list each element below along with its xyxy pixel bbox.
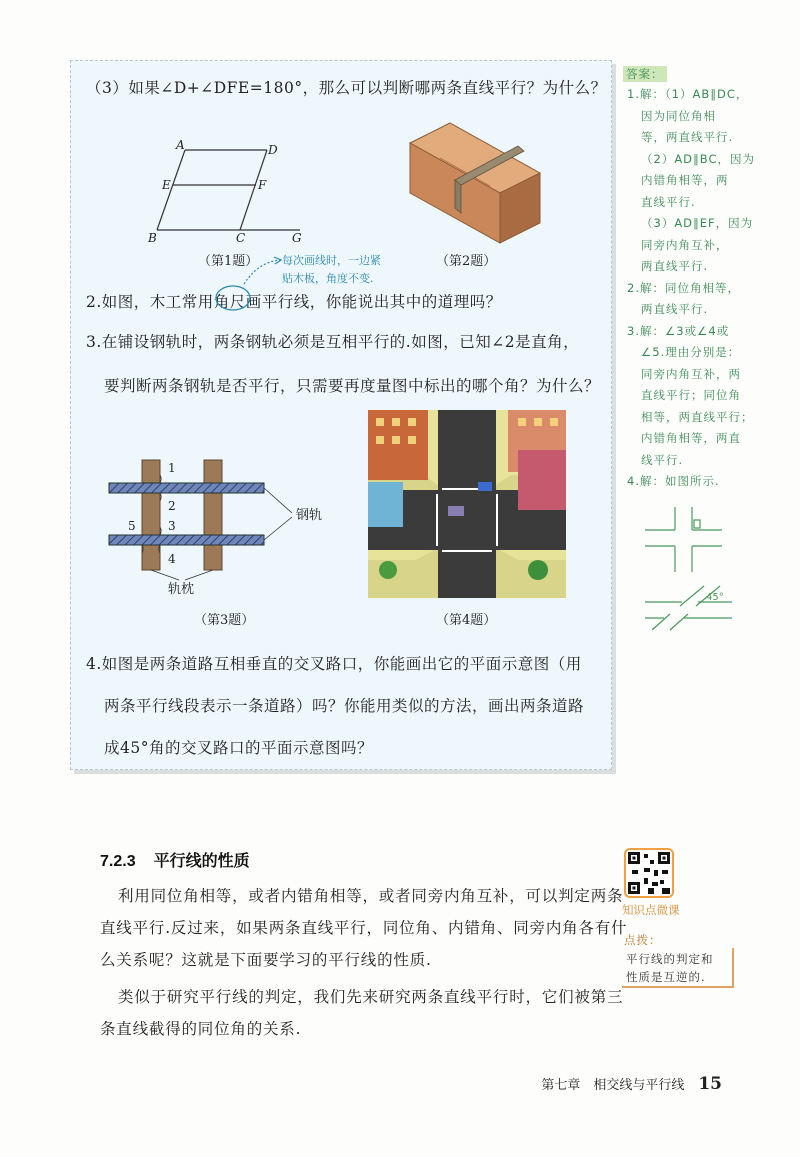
answer-line: 直线平行；同位角 <box>641 388 741 402</box>
answer-line: 同旁内角互补，两 <box>641 366 741 381</box>
qr-code-icon[interactable] <box>624 848 674 898</box>
qr-label: 知识点微课 <box>622 903 680 917</box>
answer-line: 两直线平行. <box>641 302 709 316</box>
figure-3-caption: （第3题） <box>194 613 255 628</box>
question-3-line-2: 要判断两条钢轨是否平行，只需要再度量图中标出的哪个角？为什么？ <box>104 377 601 395</box>
angle-label-3: 3 <box>168 519 176 533</box>
answer-line: 同旁内角互补， <box>641 237 729 252</box>
page-number: 15 <box>698 1074 722 1094</box>
answer-line: 因为同位角相 <box>641 108 716 123</box>
question-2: 2.如图，木工常用角尺画平行线，你能说出其中的道理吗？ <box>86 293 502 311</box>
answer-line: 内错角相等，两 <box>641 173 729 187</box>
paragraph-2-line-1: 类似于研究平行线的判定，我们先来研究两条直线平行时，它们被第三 <box>118 988 624 1006</box>
paragraph-2-line-2: 条直线截得的同位角的关系. <box>100 1020 302 1038</box>
chapter-label: 第七章 相交线与平行线 <box>541 1078 685 1093</box>
question-4-line-3: 成45°角的交叉路口的平面示意图吗？ <box>104 739 373 757</box>
answer-line: 两直线平行. <box>641 259 709 273</box>
highlight-circle <box>214 284 252 312</box>
question-4-line-2: 两条平行线段表示一条道路）吗？你能用类似的方法，画出两条道路 <box>104 697 585 715</box>
answer-line: 等，两直线平行. <box>641 130 734 144</box>
question-4-line-1: 4.如图是两条道路互相垂直的交叉路口，你能画出它的平面示意图（用 <box>86 655 582 673</box>
angle-label-2: 2 <box>168 499 176 513</box>
label-D: D <box>268 143 278 157</box>
answers-header: 答案： <box>623 66 667 82</box>
label-sleeper: 轨枕 <box>168 582 195 595</box>
answer-line: （3）AD∥EF，因为 <box>641 216 754 230</box>
figure-1-diagram <box>140 140 320 245</box>
label-F: F <box>258 178 267 192</box>
answer-line: 直线平行. <box>641 194 696 209</box>
label-rail: 钢轨 <box>296 508 323 523</box>
figure-4-caption: （第4题） <box>436 613 497 628</box>
answer-line: 2.解：同位角相等， <box>627 280 740 295</box>
note-line-2: 贴木板，角度不变. <box>282 272 374 285</box>
paragraph-1-line-1: 利用同位角相等，或者内错角相等，或者同旁内角互补，可以判定两条 <box>118 887 624 905</box>
answer-angle-label: 45° <box>706 592 724 603</box>
section-heading: 平行线的性质 <box>153 853 250 870</box>
answer-line: 相等，两直线平行； <box>641 409 754 424</box>
note-arrow <box>240 256 284 286</box>
answer-line: ∠5.理由分别是： <box>641 345 741 359</box>
question-3-part-3: （3）如果∠D+∠DFE=180°，那么可以判断哪两条直线平行？为什么？ <box>86 79 607 97</box>
label-A: A <box>176 140 185 152</box>
section-title <box>100 848 250 871</box>
label-B: B <box>148 231 157 245</box>
angle-label-4: 4 <box>168 552 176 566</box>
answer-line: （2）AD∥BC，因为 <box>641 151 756 166</box>
answer-line: 内错角相等，两直 <box>641 431 741 445</box>
tip-line-2: 性质是互逆的. <box>626 970 706 984</box>
paragraph-1-line-2: 直线平行.反过来，如果两条直线平行，同位角、内错角、同旁内角各有什 <box>100 919 628 937</box>
answer-line: 4.解：如图所示. <box>627 474 720 488</box>
angle-label-5: 5 <box>128 519 136 533</box>
question-3-line-1: 3.在铺设钢轨时，两条钢轨必须是互相平行的.如图，已知∠2是直角， <box>86 333 580 351</box>
page-footer <box>541 1074 722 1094</box>
angle-label-1: 1 <box>168 461 176 475</box>
paragraph-1-line-3: 么关系呢？这就是下面要学习的平行线的性质. <box>100 951 432 969</box>
figure-3-rails <box>104 455 339 595</box>
tip-header: 点拨： <box>624 933 662 947</box>
answer-line: 线平行. <box>641 452 684 467</box>
figure-2-caption: （第2题） <box>436 254 497 269</box>
figure-2-wood-block <box>400 118 550 246</box>
answer-line: 1.解：（1）AB∥DC， <box>627 87 749 101</box>
label-G: G <box>292 231 302 245</box>
figure-1-caption: （第1题） <box>198 254 259 269</box>
answer-sketch-intersections <box>640 502 740 632</box>
label-C: C <box>236 231 246 245</box>
label-E: E <box>162 178 171 192</box>
tip-line-1: 平行线的判定和 <box>626 952 714 966</box>
note-line-1: 每次画线时，一边紧 <box>282 254 381 267</box>
figure-4-intersection <box>368 410 566 598</box>
answer-line: 3.解：∠3或∠4或 <box>627 323 730 338</box>
section-number: 7.2.3 <box>100 853 136 870</box>
